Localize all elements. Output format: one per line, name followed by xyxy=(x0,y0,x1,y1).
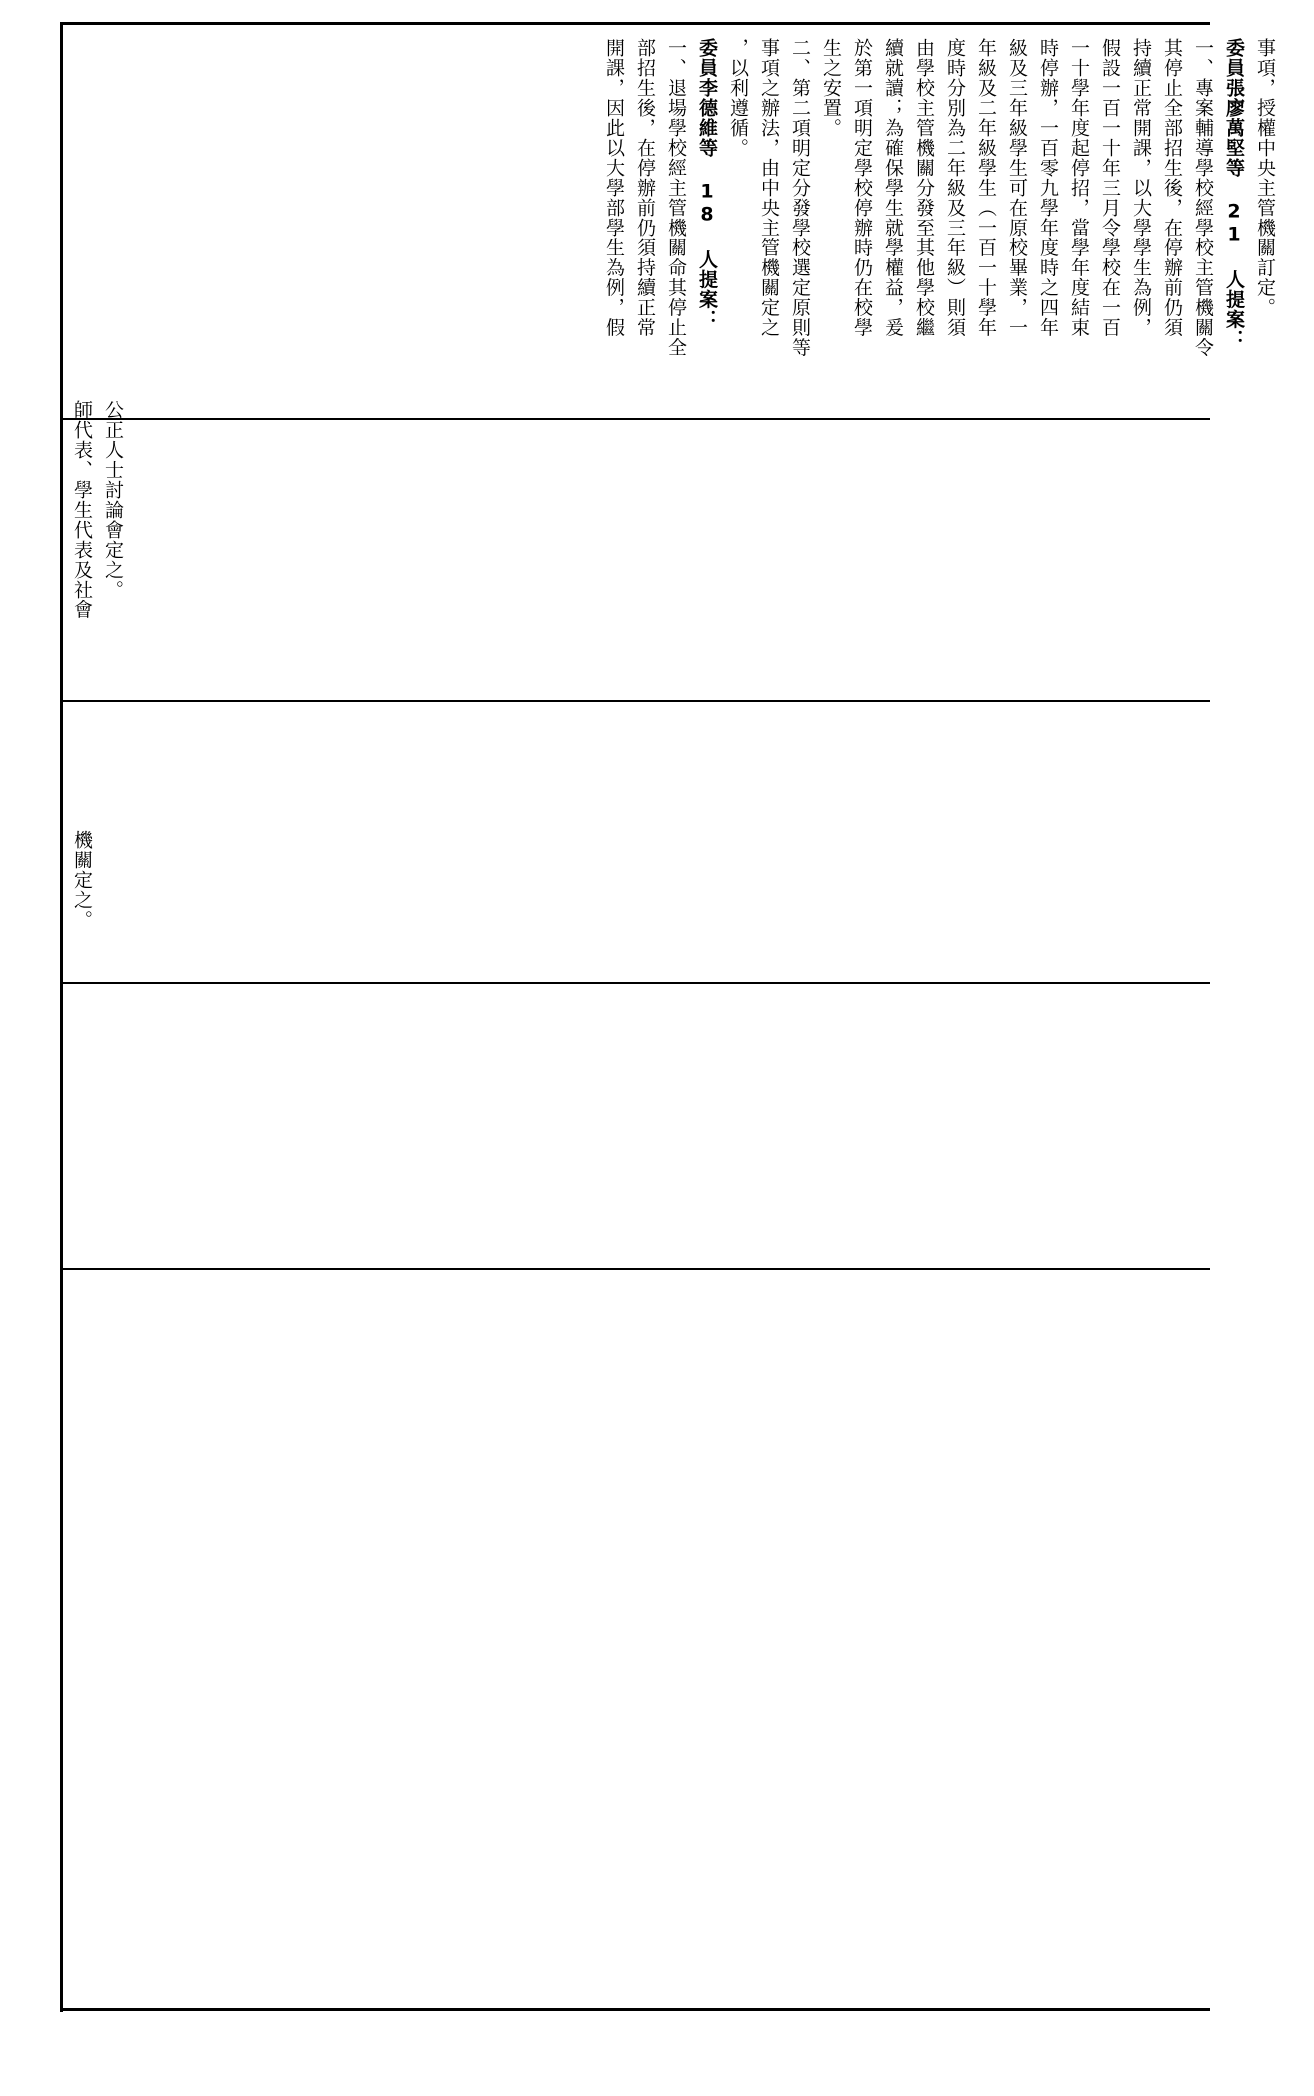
vcolumn: 時停辦，一百零九學年度時之四年 xyxy=(1037,38,1059,338)
vcolumn: 度時分別為二年級及三年級）則須 xyxy=(944,38,966,338)
vcolumn: 事項之辦法，由中央主管機關定之 xyxy=(758,38,780,338)
vcolumn: 師代表、學生代表及社會 xyxy=(71,400,93,620)
vcolumn: 一十學年度起停招，當學年度結束 xyxy=(1068,38,1090,338)
row1-right-block xyxy=(592,38,1274,404)
vcolumn: 一、退場學校經主管機關命其停止全 xyxy=(665,38,687,358)
vcolumn: 開課，因此以大學部學生為例，假 xyxy=(603,38,625,338)
vcolumn: 生之安置。 xyxy=(820,38,842,138)
table-rule-2 xyxy=(60,700,1210,702)
vcolumn: 公正人士討論會定之。 xyxy=(102,400,124,600)
vcolumn: 其停止全部招生後，在停辦前仍須 xyxy=(1161,38,1183,338)
table-rule-3 xyxy=(60,982,1210,984)
vcolumn: 部招生後，在停辦前仍須持續正常 xyxy=(634,38,656,338)
table-rule-1 xyxy=(60,418,1210,420)
vcolumn-heading: 委員張廖萬堅等 21 人提案： xyxy=(1223,38,1245,350)
row1-left-block xyxy=(72,400,134,690)
vcolumn: 續就讀；為確保學生就學權益，爰 xyxy=(882,38,904,338)
vcolumn: 一、專案輔導學校經學校主管機關令 xyxy=(1192,38,1214,358)
vcolumn-heading: 委員李德維等 18 人提案： xyxy=(696,38,718,330)
row2-left-block xyxy=(72,830,103,990)
table-left-border xyxy=(60,22,63,2012)
table-rule-bottom xyxy=(60,2008,1210,2011)
vcolumn: 於第一項明定學校停辦時仍在校學 xyxy=(851,38,873,338)
vcolumn: 假設一百一十年三月令學校在一百 xyxy=(1099,38,1121,338)
vcolumn: 級及三年級學生可在原校畢業，一 xyxy=(1006,38,1028,338)
vcolumn: 二、第二項明定分發學校選定原則等 xyxy=(789,38,811,358)
vcolumn: 機關定之。 xyxy=(71,830,93,930)
vcolumn: 事項，授權中央主管機關訂定。 xyxy=(1254,38,1276,318)
vcolumn: ，以利遵循。 xyxy=(727,38,749,158)
vcolumn: 持續正常開課，以大學學生為例， xyxy=(1130,38,1152,338)
vcolumn: 年級及二年級學生（一百一十學年 xyxy=(975,38,997,338)
vcolumn: 由學校主管機關分發至其他學校繼 xyxy=(913,38,935,338)
table-rule-4 xyxy=(60,1268,1210,1270)
table-rule-top xyxy=(60,22,1210,25)
